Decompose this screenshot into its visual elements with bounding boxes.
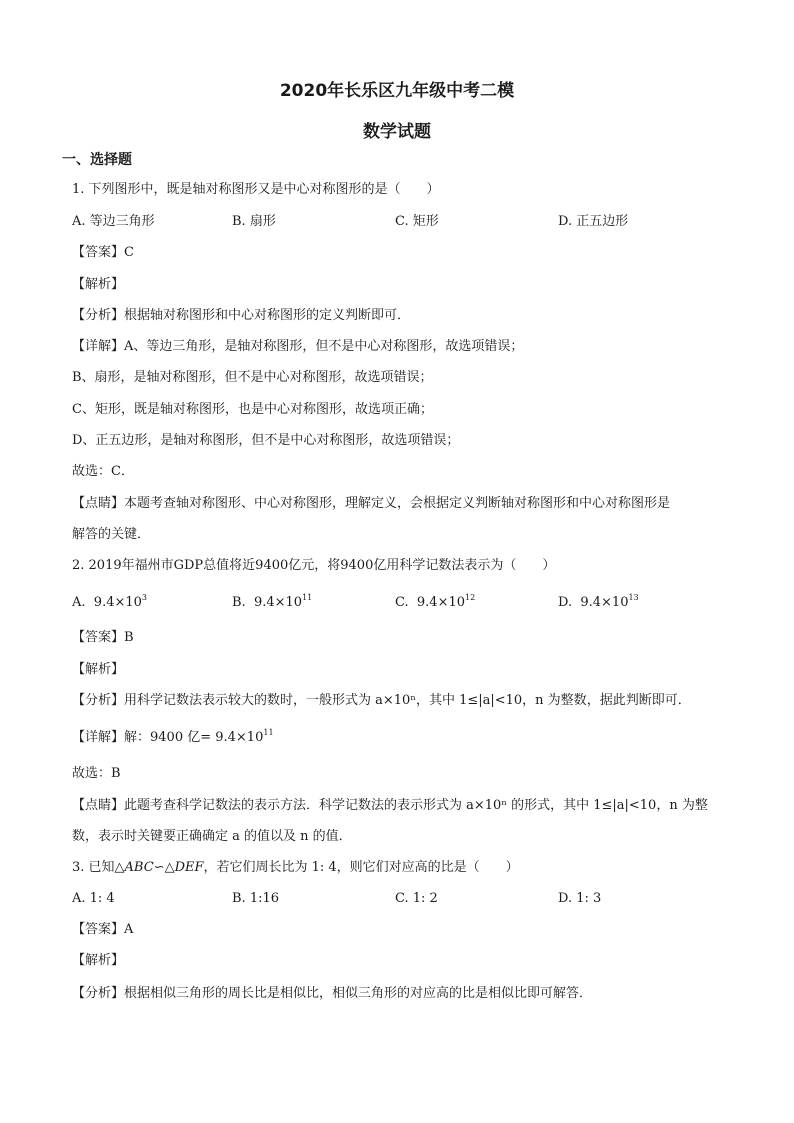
q2-choice: 故选：B [72, 766, 121, 781]
exam-subtitle: 数学试题 [363, 122, 431, 142]
q2-jiexi-label: 【解析】 [72, 662, 125, 677]
q1-detail-d: D、正五边形，是轴对称图形，但不是中心对称图形，故选项错误； [72, 433, 460, 448]
q2-option-d-exp: 13 [628, 593, 639, 602]
q2-option-c-base: 9.4×10 [416, 595, 465, 610]
q2-option-d [558, 594, 639, 612]
q1-detail-b: B、扇形，是轴对称图形，但不是中心对称图形，故选项错误； [72, 370, 433, 385]
q2-option-d-base: 9.4×10 [580, 595, 629, 610]
q2-option-b-base: 9.4×10 [253, 595, 303, 610]
q3-jiexi-label: 【解析】 [72, 953, 125, 968]
q3-option-a: A. 1: 4 [72, 891, 115, 906]
q2-stem: 2. 2019年福州市GDP总值将近9400亿元，将9400亿用科学记数法表示为（ ） [72, 558, 556, 573]
q1-detail: 【详解】A、等边三角形，是轴对称图形，但不是中心对称图形，故选项错误； [72, 339, 524, 354]
q3-stem-suffix: ，若它们周长比为 1: 4，则它们对应高的比是（ ） [203, 860, 519, 875]
q2-detail [72, 729, 722, 747]
q1-comment-1: 【点睛】本题考查轴对称图形、中心对称图形，理解定义，会根据定义判断轴对称图形和中心对称图形是 [72, 496, 671, 511]
q1-option-b: B. 扇形 [232, 214, 276, 229]
q3-option-d: D. 1: 3 [558, 891, 602, 906]
q1-options [0, 213, 794, 231]
q2-option-b [232, 594, 312, 612]
q3-options [0, 890, 794, 908]
q2-option-d-label: D. [558, 595, 573, 610]
q1-jiexi-label: 【解析】 [72, 277, 125, 292]
q1-option-c: C. 矩形 [395, 214, 439, 229]
q2-comment-2: 数，表示时关键要正确确定 a 的值以及 n 的值． [72, 829, 352, 844]
q2-comment-1: 【点睛】此题考查科学记数法的表示方法．科学记数法的表示形式为 a×10ⁿ 的形式，其中 1≤|a|<10，n 为整 [72, 798, 708, 813]
q2-detail-text: 【详解】解：9400 亿= 9.4×10 [72, 730, 264, 745]
q2-detail-exp: 11 [263, 728, 274, 737]
q1-analysis: 【分析】根据轴对称图形和中心对称图形的定义判断即可． [72, 308, 411, 323]
q3-stem [72, 859, 722, 877]
q3-answer: 【答案】A [72, 922, 134, 937]
q1-comment-2: 解答的关键． [72, 527, 151, 542]
q2-options [0, 594, 794, 614]
q2-option-a-label: A. [72, 595, 86, 610]
q3-option-b: B. 1:16 [232, 891, 280, 906]
q2-option-b-exp: 11 [302, 593, 313, 602]
q2-option-c [395, 594, 475, 612]
q1-option-a: A. 等边三角形 [72, 214, 155, 229]
q1-stem: 1. 下列图形中，既是轴对称图形又是中心对称图形的是（ ） [72, 182, 440, 197]
q2-option-a [72, 594, 147, 612]
q1-answer: 【答案】C [72, 245, 134, 260]
q1-option-d: D. 正五边形 [558, 214, 629, 229]
q2-answer: 【答案】B [72, 630, 134, 645]
q2-option-c-label: C. [395, 595, 409, 610]
q3-similar-triangles: △ABC∽△DEF [114, 860, 204, 875]
q2-option-b-label: B. [232, 595, 246, 610]
q3-stem-prefix: 3. 已知 [72, 860, 115, 875]
q2-option-a-base: 9.4×10 [93, 595, 142, 610]
q2-option-c-exp: 12 [465, 593, 476, 602]
q2-option-a-exp: 3 [141, 593, 147, 602]
q3-analysis: 【分析】根据相似三角形的周长比是相似比，相似三角形的对应高的比是相似比即可解答． [72, 986, 593, 1001]
q1-choice: 故选：C． [72, 464, 134, 479]
q2-analysis: 【分析】用科学记数法表示较大的数时，一般形式为 a×10ⁿ，其中 1≤|a|<10，n 为整数，据此判断即可． [72, 693, 691, 708]
q1-detail-c: C、矩形，既是轴对称图形，也是中心对称图形，故选项正确； [72, 402, 433, 417]
exam-title: 2020年长乐区九年级中考二模 [279, 81, 515, 101]
section-heading: 一、选择题 [62, 152, 132, 168]
q3-option-c: C. 1: 2 [395, 891, 438, 906]
